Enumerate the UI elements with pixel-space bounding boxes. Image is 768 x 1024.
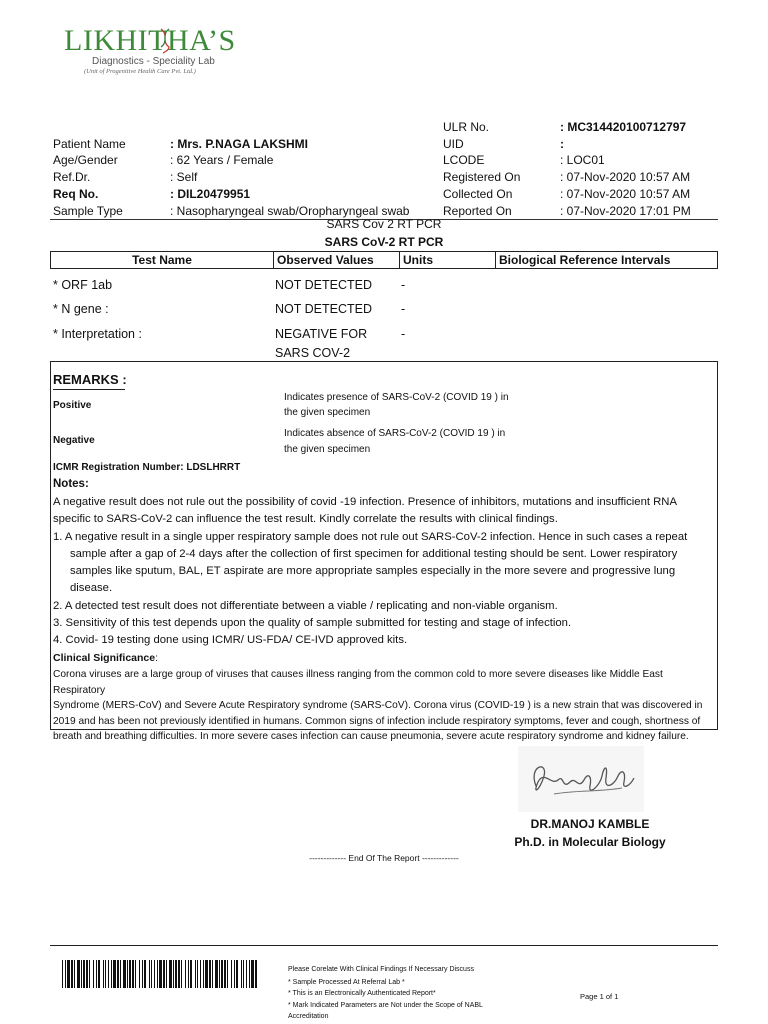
patient-name-label: Patient Name: [53, 137, 126, 151]
signatory-name: DR.MANOJ KAMBLE: [530, 817, 650, 831]
clinical-line: Corona viruses are a large group of viruses that causes illness ranging from the common cold to more severe diseases like Middle East Respiratory: [53, 669, 663, 696]
logo-unit-of: (Unit of Progenitive Health Care Pvt. Ltd.): [84, 68, 196, 75]
row-observed-value: NOT DETECTED: [275, 302, 372, 316]
end-of-report: ------------- End Of The Report -------------: [309, 853, 459, 863]
note-4: 4. Covid- 19 testing done using ICMR/ US-FDA/ CE-IVD approved kits.: [53, 634, 408, 647]
req-no-label: Req No.: [53, 187, 99, 201]
results-table-header: [50, 251, 718, 269]
lcode-value: : LOC01: [560, 153, 605, 167]
registered-label: Registered On: [443, 170, 521, 184]
ref-dr-label: Ref.Dr.: [53, 170, 91, 184]
negative-label: Negative: [53, 435, 95, 446]
logo-brand: LIKHITHA’S: [64, 24, 236, 57]
col-divider: [495, 252, 496, 268]
uid-value: :: [560, 137, 564, 151]
clinical-line: Syndrome (MERS-CoV) and Severe Acute Respiratory syndrome (SARS-CoV). Corona virus (COVID-19 ) is a new strain that was discovered in: [53, 700, 703, 712]
note-1: 1. A negative result in a single upper respiratory sample does not rule out SARS-CoV-2 infection. Hence in such cases a repeat: [53, 530, 688, 543]
row-unit: -: [401, 278, 406, 292]
collected-value: : 07-Nov-2020 10:57 AM: [560, 187, 691, 201]
lcode-label: LCODE: [443, 153, 485, 167]
positive-text: Indicates presence of SARS-CoV-2 (COVID 19 ) in: [284, 392, 509, 403]
remarks-underline: [53, 389, 125, 390]
footer-line: * Mark Indicated Parameters are Not under the Scope of NABL: [288, 1002, 483, 1009]
clinical-significance-heading: [53, 652, 158, 664]
row-test-name: * ORF 1ab: [53, 278, 113, 292]
ulr-label: ULR No.: [443, 120, 490, 134]
section-subtitle: SARS CoV-2 RT PCR: [324, 235, 444, 249]
icmr-registration: ICMR Registration Number: LDSLHRRT: [53, 462, 241, 473]
barcode: [62, 960, 262, 988]
sample-type-value: : Nasopharyngeal swab/Oropharyngeal swab: [170, 204, 410, 218]
note-1-cont: samples like sputum, BAL, ET aspirate are more appropriate samples especially in the more severe and progressive lung: [70, 565, 676, 578]
footer-line: Please Corelate With Clinical Findings If Necessary Discuss: [288, 966, 474, 973]
clinical-line: breath and breathing difficulties. In more severe cases infection can cause pneumonia, severe acute respiratory syndrome and kidney failure.: [53, 731, 689, 743]
sample-type-label: Sample Type: [53, 204, 123, 218]
positive-text-cont: the given specimen: [284, 407, 371, 418]
reported-label: Reported On: [443, 204, 512, 218]
col-divider: [273, 252, 274, 268]
footer-divider: [50, 945, 718, 946]
ref-dr-value: : Self: [170, 170, 198, 184]
patient-name-value: : Mrs. P.NAGA LAKSHMI: [170, 137, 309, 151]
age-gender-label: Age/Gender: [53, 153, 118, 167]
row-test-name: * N gene :: [53, 302, 109, 316]
row-unit: -: [401, 302, 406, 316]
section-title: SARS Cov 2 RT PCR: [326, 217, 442, 231]
col-test-name: Test Name: [132, 253, 192, 267]
positive-label: Positive: [53, 400, 92, 411]
clinical-line: 2019 and has been not previously identified in humans. Common signs of infection include respiratory symptoms, fever and cough, shortness of: [53, 715, 701, 727]
note-3: 3. Sensitivity of this test depends upon the quality of sample submitted for testing and stage of infection.: [53, 617, 572, 630]
footer-line: * Sample Processed At Referral Lab *: [288, 979, 405, 986]
notes-intro-cont: specific to SARS-CoV-2 can influence the test result. Kindly correlate the results with clinical findings.: [53, 513, 558, 526]
row-unit: -: [401, 327, 406, 341]
col-divider: [399, 252, 400, 268]
age-gender-value: : 62 Years / Female: [170, 153, 274, 167]
lab-logo: [64, 26, 244, 75]
notes-intro: A negative result does not rule out the possibility of covid -19 infection. Presence of inhibitors, mutations and insufficient RNA: [53, 496, 677, 508]
collected-label: Collected On: [443, 187, 513, 201]
clinical-significance-label: Clinical Significance: [53, 652, 156, 664]
registered-value: : 07-Nov-2020 10:57 AM: [560, 170, 691, 184]
notes-label: Notes:: [53, 478, 89, 490]
page-number: Page 1 of 1: [580, 992, 619, 1001]
signatory-qualification: Ph.D. in Molecular Biology: [514, 835, 666, 849]
ulr-value: : MC314420100712797: [560, 120, 687, 134]
footer-line: * This is an Electronically Authenticated Report*: [288, 990, 436, 997]
req-no-value: : DIL20479951: [170, 187, 251, 201]
row-test-name: * Interpretation :: [53, 327, 142, 341]
notes-body: [53, 494, 687, 650]
row-observed-value: NOT DETECTED: [275, 278, 372, 292]
uid-label: UID: [443, 137, 464, 151]
dna-helix-icon: [160, 28, 170, 54]
clinical-significance-body: [53, 667, 717, 745]
note-2: 2. A detected test result does not differentiate between a viable / replicating and non-viable organism.: [53, 599, 558, 612]
col-reference-intervals: Biological Reference Intervals: [499, 253, 671, 267]
remarks-box: [50, 361, 718, 743]
col-observed-values: Observed Values: [277, 253, 374, 267]
clinical-significance-colon: :: [155, 652, 159, 664]
remarks-title: REMARKS :: [53, 372, 127, 387]
negative-text: Indicates absence of SARS-CoV-2 (COVID 19 ) in: [284, 428, 506, 439]
logo-tagline: Diagnostics - Speciality Lab: [92, 56, 215, 67]
reported-value: : 07-Nov-2020 17:01 PM: [560, 204, 691, 218]
row-observed-value: NEGATIVE FOR: [275, 327, 368, 341]
footer-line: Accreditation: [288, 1013, 329, 1020]
note-1-cont: sample after a gap of 2-4 days after the collection of first specimen for additional testing should be sent. Lower respiratory: [70, 547, 678, 560]
col-units: Units: [403, 253, 433, 267]
note-1-cont: disease.: [70, 582, 113, 595]
row-observed-value-cont: SARS COV-2: [275, 346, 351, 360]
signature-image: [518, 746, 644, 812]
negative-text-cont: the given specimen: [284, 444, 371, 455]
